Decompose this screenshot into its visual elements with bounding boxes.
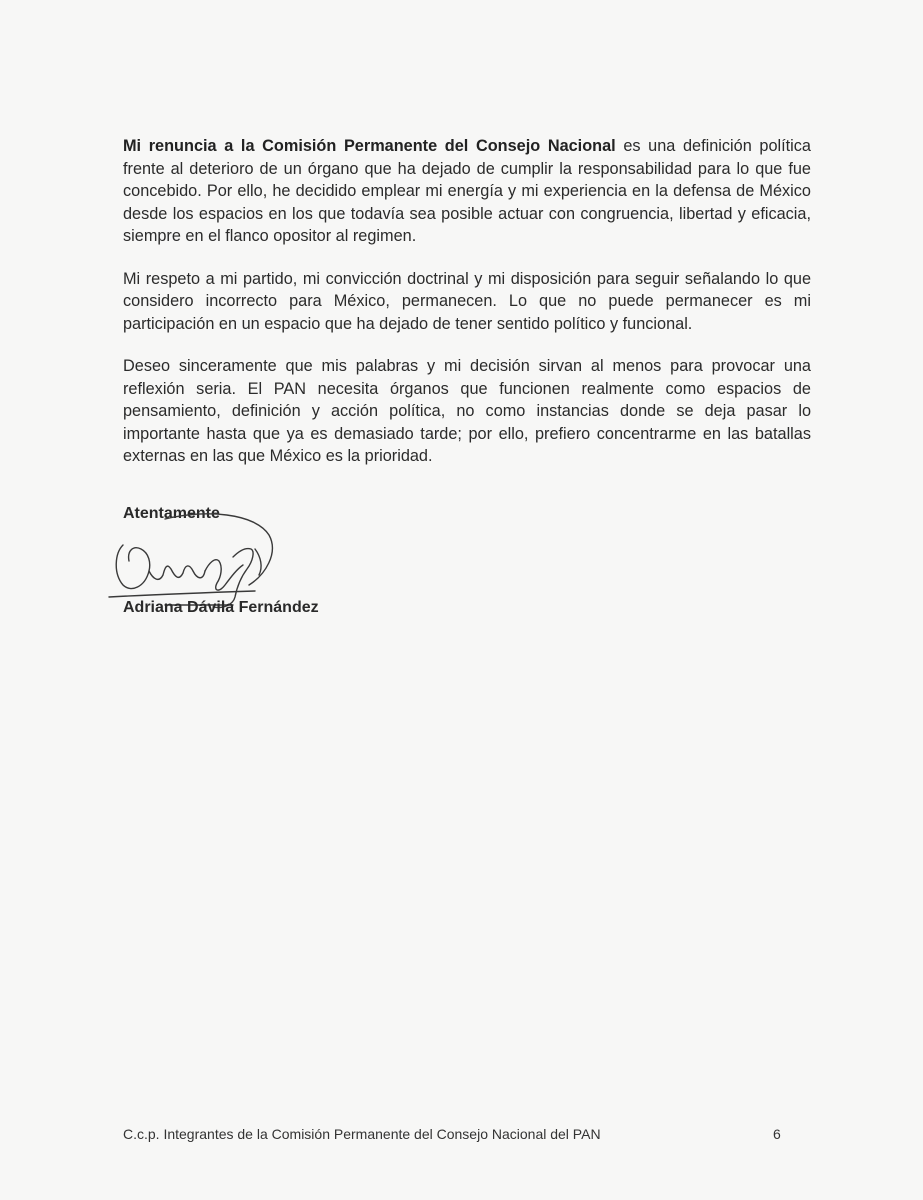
signer-name: Adriana Dávila Fernández	[123, 599, 319, 616]
letter-body	[123, 135, 811, 468]
footer-cc-line: C.c.p. Integrantes de la Comisión Permanente del Consejo Nacional del PAN	[123, 1126, 601, 1142]
paragraph-3: Deseo sinceramente que mis palabras y mi decisión sirvan al menos para provocar una reflexión seria. El PAN necesita órganos que funcionen realmente como espacios de pensamiento, definición y acción política, no como instancias donde se deja pasar lo importante hasta que ya es demasiado tarde; por ello, prefiero concentrarme en las batallas externas en las que México es la prioridad.	[123, 357, 811, 465]
page-number: 6	[773, 1126, 781, 1142]
paragraph-2: Mi respeto a mi partido, mi convicción doctrinal y mi disposición para seguir señalando lo que considero incorrecto para México, permanecen. Lo que no puede permanecer es mi participación en un espacio que ha dejado de tener sentido político y funcional.	[123, 269, 811, 333]
paragraph-1-bold-lead: Mi renuncia a la Comisión Permanente del Consejo Nacional	[123, 137, 616, 155]
paragraph-1	[123, 135, 811, 248]
paragraph-1-text: es una definición política frente al deterioro de un órgano que ha dejado de cumplir la responsabilidad para lo que fue concebido. Por ello, he decidido emplear mi energía y mi experiencia en la defensa de México desde los espacios en los que todavía sea posible actuar con congruencia, libertad y eficacia, siempre en el flanco opositor al regimen.	[123, 137, 811, 245]
closing-salutation: Atentamente	[123, 505, 220, 522]
